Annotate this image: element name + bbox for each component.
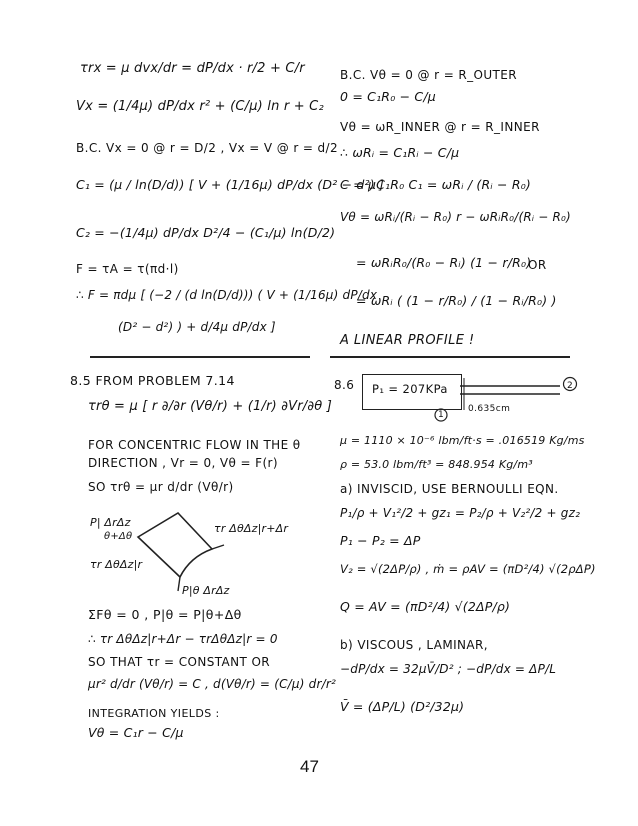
eq-vtheta-form1: = ωRᵢR₀/(R₀ − Rᵢ) (1 − r/R₀) — [356, 255, 532, 270]
eq-c1: C₁ = (μ / ln(D/d)) [ V + (1/16μ) dP/dx (D² − d²) ] — [76, 177, 385, 192]
problem-8-5-heading: 8.5 FROM PROBLEM 7.14 — [70, 373, 235, 388]
diameter-label: 0.635cm — [468, 404, 511, 414]
eq-constants: C = μC₁R₀ C₁ = ωRᵢ / (Rᵢ − R₀) — [340, 177, 532, 192]
eq-bernoulli: P₁/ρ + V₁²/2 + gz₁ = P₂/ρ + V₂²/2 + gz₂ — [340, 506, 581, 520]
eq-outer-zero: 0 = C₁R₀ − C/μ — [340, 89, 436, 104]
eq-density: ρ = 53.0 lbm/ft³ = 848.954 Kg/m³ — [340, 458, 533, 471]
linear-profile-note: A LINEAR PROFILE ! — [340, 333, 475, 348]
eq-delta-p: P₁ − P₂ = ΔP — [340, 533, 421, 548]
label-or: OR — [528, 258, 547, 272]
eq-bc-outer: B.C. Vθ = 0 @ r = R_OUTER — [340, 68, 517, 82]
text-viscous: b) VISCOUS , LAMINAR, — [340, 638, 488, 652]
text-direction: DIRECTION , Vr = 0, Vθ = F(r) — [88, 456, 278, 470]
eq-mu-r2: μr² d/dr (Vθ/r) = C , d(Vθ/r) = (C/μ) dr/r² — [88, 677, 336, 691]
label-p-top: P| ΔrΔz — [90, 516, 131, 529]
eq-result: Vθ = C₁r − C/μ — [88, 725, 184, 740]
eq-force: F = τA = τ(πd·l) — [76, 262, 179, 276]
section-divider-left — [90, 356, 310, 358]
eq-laminar: −dP/dx = 32μV̄/D² ; −dP/dx = ΔP/L — [340, 662, 557, 676]
pressure-label: P₁ = 207KPa — [372, 382, 448, 396]
eq-viscosity: μ = 1110 × 10⁻⁶ lbm/ft·s = .016519 Kg/ms — [340, 434, 585, 447]
eq-q: Q = AV = (πD²/4) √(2ΔP/ρ) — [340, 599, 511, 614]
station-2-number: 2 — [567, 381, 574, 391]
text-inviscid: a) INVISCID, USE BERNOULLI EQN. — [340, 482, 559, 496]
section-divider-right — [330, 356, 570, 358]
eq-boundary-conditions: B.C. Vx = 0 @ r = D/2 , Vx = V @ r = d/2 — [76, 141, 339, 155]
eq-v2-mass-flow: V₂ = √(2ΔP/ρ) , ṁ = ρAV = (πD²/4) √(2ρΔP) — [340, 562, 596, 576]
eq-sum-forces: ΣFθ = 0 , P|θ = P|θ+Δθ — [88, 607, 242, 622]
label-tau-outer: τr ΔθΔz|r+Δr — [214, 522, 289, 535]
station-1-number: 1 — [438, 410, 445, 420]
label-p-top-sub: θ+Δθ — [104, 531, 133, 542]
eq-force-expanded-cont: (D² − d²) ) + d/4μ dP/dx ] — [118, 320, 276, 334]
text-integration: INTEGRATION YIELDS : — [88, 707, 220, 720]
eq-velocity: Vx = (1/4μ) dP/dx r² + (C/μ) ln r + C₂ — [76, 99, 324, 114]
eq-tau-r-theta: τrθ = μ [ r ∂/∂r (Vθ/r) + (1/r) ∂Vr/∂θ ] — [88, 399, 333, 414]
eq-so-tau: SO τrθ = μr d/dr (Vθ/r) — [88, 480, 234, 494]
text-concentric-flow: FOR CONCENTRIC FLOW IN THE θ — [88, 438, 301, 452]
eq-inner: ∴ ωRᵢ = C₁Rᵢ − C/μ — [340, 145, 460, 160]
eq-balance: ∴ τr ΔθΔz|r+Δr − τrΔθΔz|r = 0 — [88, 632, 278, 646]
problem-8-6-number: 8.6 — [334, 378, 355, 392]
eq-vtheta: Vθ = ωRᵢ/(Rᵢ − R₀) r − ωRᵢR₀/(Rᵢ − R₀) — [340, 210, 571, 224]
label-p-bottom: P|θ ΔrΔz — [182, 584, 230, 597]
eq-shear-stress: τrx = μ dvx/dr = dP/dx · r/2 + C/r — [80, 61, 305, 76]
label-tau-inner: τr ΔθΔz|r — [90, 558, 143, 571]
eq-force-expanded: ∴ F = πdμ [ (−2 / (d ln(D/d))) ( V + (1/16μ) dP/dx — [76, 288, 378, 302]
text-constant: SO THAT τr = CONSTANT OR — [88, 655, 271, 669]
eq-mean-velocity: V̄ = (ΔP/L) (D²/32μ) — [340, 699, 465, 714]
fluid-element-diagram — [120, 505, 240, 595]
page-number: 47 — [300, 757, 319, 776]
eq-c2: C₂ = −(1/4μ) dP/dx D²/4 − (C₁/μ) ln(D/2) — [76, 225, 336, 240]
eq-bc-inner: Vθ = ωR_INNER @ r = R_INNER — [340, 120, 540, 134]
eq-vtheta-form2: = ωRᵢ ( (1 − r/R₀) / (1 − Rᵢ/R₀) ) — [356, 293, 557, 308]
